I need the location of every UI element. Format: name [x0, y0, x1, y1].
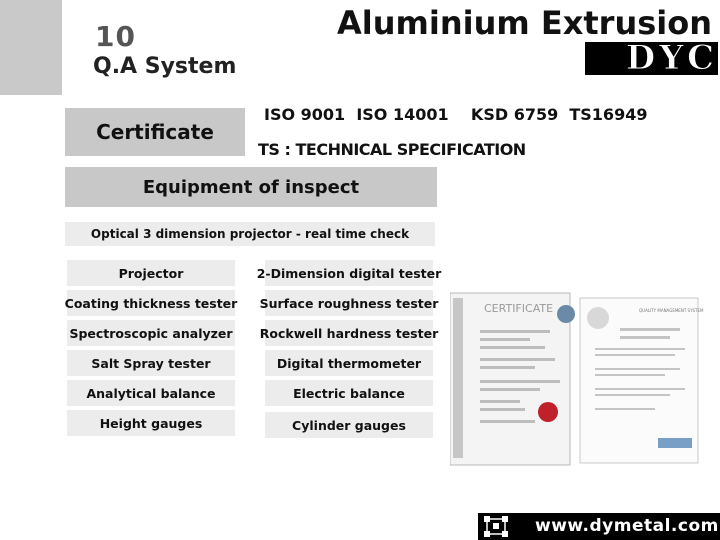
equipment-item: Spectroscopic analyzer [67, 320, 235, 346]
ts-definition: TS : TECHNICAL SPECIFICATION [258, 140, 526, 159]
certificate-documents-image [450, 288, 712, 468]
equipment-item: 2-Dimension digital tester [265, 260, 433, 286]
equipment-item: Height gauges [67, 410, 235, 436]
certificate-label: Certificate [96, 120, 214, 144]
equipment-heading-box [65, 167, 437, 207]
equipment-item: Surface roughness tester [265, 290, 433, 316]
equipment-item: Analytical balance [67, 380, 235, 406]
certificate-heading-text: CERTIFICATE [484, 302, 554, 315]
brand-logo: DYC [625, 38, 718, 78]
standards-list: ISO 9001 ISO 14001 KSD 6759 TS16949 [264, 105, 648, 124]
equipment-item: Projector [67, 260, 235, 286]
optical-projector-row [65, 222, 435, 246]
equipment-item: Digital thermometer [265, 350, 433, 376]
network-logo-icon [481, 514, 511, 539]
equipment-item: Cylinder gauges [265, 412, 433, 438]
qms-heading-text: QUALITY MANAGEMENT SYSTEM [639, 308, 704, 313]
equipment-heading: Equipment of inspect [142, 176, 360, 198]
equipment-item: Coating thickness tester [67, 290, 235, 316]
corner-decoration-bar [0, 0, 62, 95]
optical-projector-label: Optical 3 dimension projector - real time check [90, 227, 410, 241]
section-subtitle: Q.A System [93, 54, 237, 79]
equipment-item: Rockwell hardness tester [265, 320, 433, 346]
equipment-item: Electric balance [265, 380, 433, 406]
certificate-label-box [65, 108, 245, 156]
page-title: Aluminium Extrusion [337, 4, 712, 42]
section-number: 10 [95, 20, 136, 53]
website-link[interactable]: www.dymetal.com [535, 516, 719, 536]
equipment-item: Salt Spray tester [67, 350, 235, 376]
